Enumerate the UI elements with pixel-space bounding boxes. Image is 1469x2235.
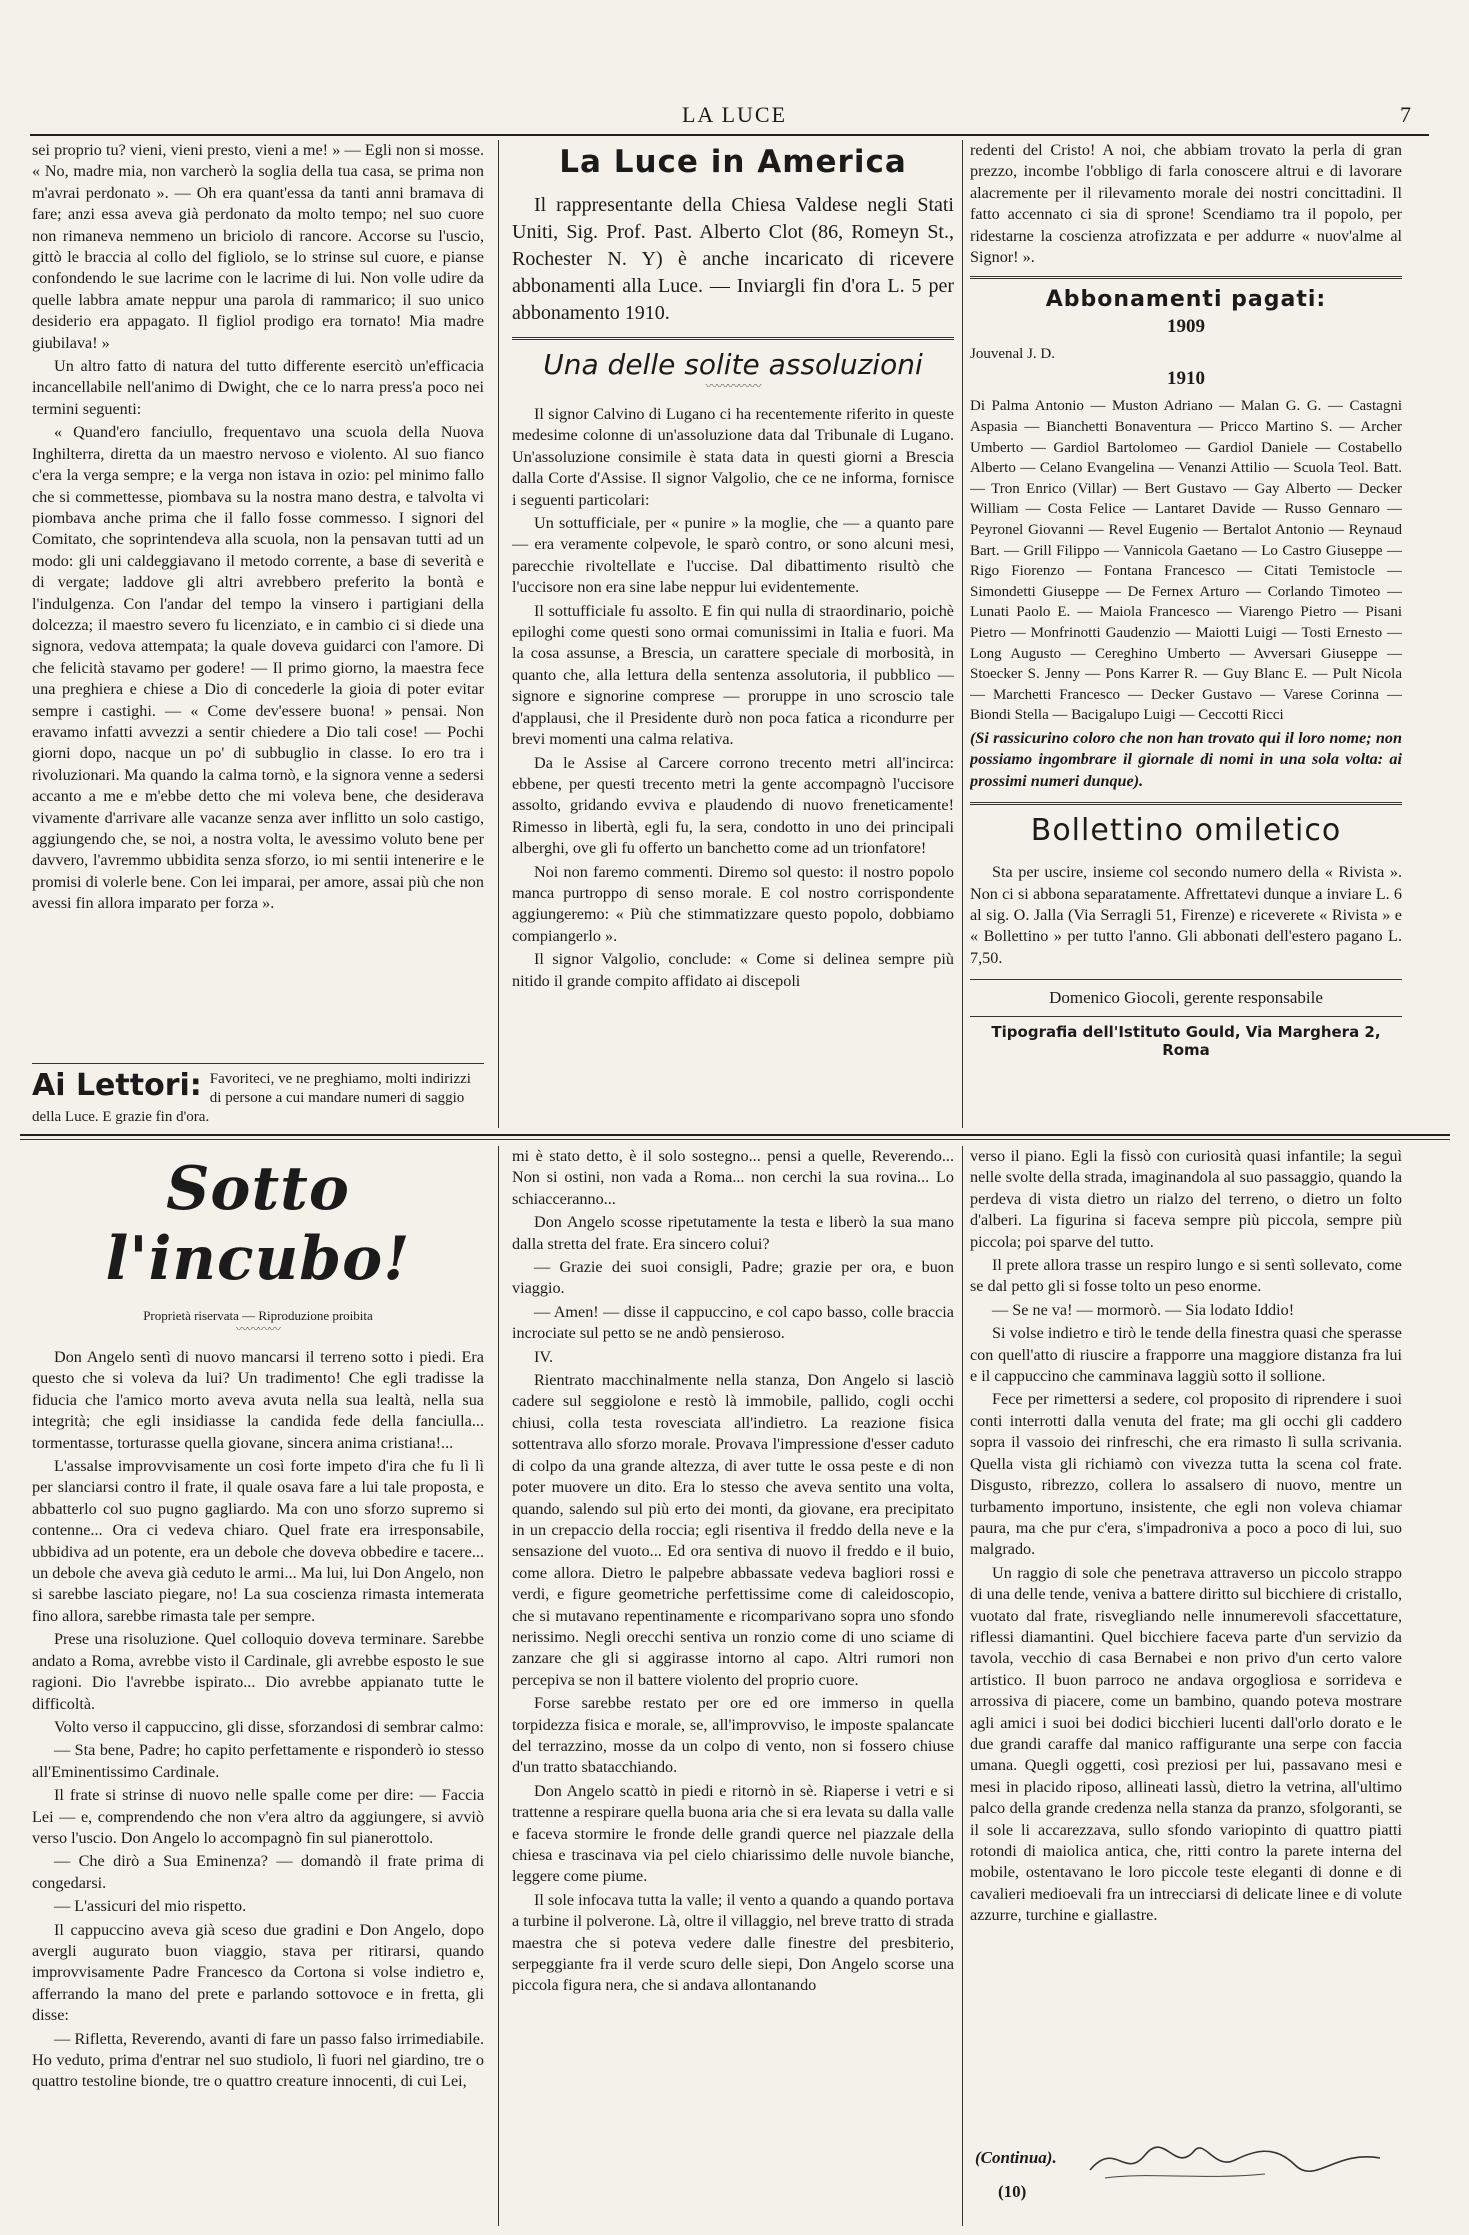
feuilleton-paragraph: — Sta bene, Padre; ho capito perfettamente e risponderò io stesso all'Eminentissimo Cardinale.	[32, 1741, 484, 1781]
feuilleton-paragraph: — Rifletta, Reverendo, avanti di fare un passo falso irrimediabile. Ho veduto, prima d'entrar nel suo studiolo, lì fuori nel giardino, tre o quattro testoline bionde, tre o quattro creature innocenti, di cui Lei,	[32, 2029, 484, 2091]
america-text: Il rappresentante della Chiesa Valdese negli Stati Uniti, Sig. Prof. Past. Alberto Clot (86, Romeyn St., Rochester N. Y) è anche incaricato di ricevere abbonamenti alla Luce. — Inviargli fin d'ora L. 5 per abbonamento 1910.	[512, 194, 954, 324]
feuilleton-paragraph: Forse sarebbe restato per ore ed ore immerso in quella torpidezza fisica e morale, se, all'improvviso, le imposte spalancate del terrazzino, mosse da un colpo di vento, non si fossero chiuse d'un tratto sbatacchiando.	[512, 1694, 954, 1777]
lettori-heading: Ai Lettori:	[32, 1070, 202, 1103]
feuilleton-paragraph: Il cappuccino aveva già sceso due gradini e Don Angelo, dopo avergli augurato buon viaggio, stava per ritirarsi, quando improvvisamente Padre Francesco da Cortona si volse indietro e, afferrando la mano del prete e parlando sottovoce e in fretta, gli disse:	[32, 1920, 484, 2025]
abbonamenti-heading: Abbonamenti pagati:	[1045, 287, 1327, 313]
feuilleton-paragraph: Il sole infocava tutta la valle; il vento a quando a quando portava a turbine il polverone. Là, oltre il villaggio, nel breve tratto di strada maestra che si poteva vedere dalle finestre del presbiterio, serpeggiante fra il verde scuro delle siepi, Don Angelo scorse una piccola figura nera, che si andava allontanando	[512, 1890, 954, 1995]
feuilleton-paragraph: Fece per rimettersi a sedere, col proposito di riprendere i suoi conti interrotti dalla venuta del frate; ma gli occhi gli caddero sopra il vassoio dei rinfreschi, che era rimasto lì sulla scrivania. Quella vista gli richiamò con vivezza tutta la scena col frate. Disgusto, ribrezzo, collera lo assalsero di nuovo, mentre un turbamento importuno, insistente, che egli non voleva chiamar paura, ma che pur c'era, s'impadroniva a poco a poco di lui, suo malgrado.	[970, 1390, 1402, 1559]
newspaper-title: LA LUCE	[681, 102, 788, 127]
squiggle-ornament: 〰〰〰〰〰	[705, 379, 761, 393]
bollettino-heading: Bollettino omiletico	[1030, 813, 1342, 849]
year-1909: 1909	[1167, 316, 1205, 338]
feuilleton-paragraph: — Grazie dei suoi consigli, Padre; grazie per ora, e buon viaggio.	[512, 1258, 954, 1298]
solite-paragraph: Il sottufficiale fu assolto. E fin qui nulla di straordinario, poichè epiloghi come questi sono ormai comunissimi in Italia e fuori. Ma la cosa assunse, a Brescia, un carattere speciale di morbosità, in quanto che, alla lettura della sentenza assolutoria, il pubblico — signore e signorine comprese — proruppe in uno scroscio tale d'applausi, che il Presidente durò non poca fatica a ricondurre per brevi momenti una calma relativa.	[512, 601, 954, 749]
lettori-top-rule	[32, 1063, 484, 1064]
feuilleton-paragraph: Un raggio di sole che penetrava attraverso un piccolo strappo di una delle tende, veniva a battere diritto sul bicchiere di cristallo, vuotato dal frate, risvegliando nelle innumerevoli sfaccettature, riflessi diamantini. Quel bicchiere faceva parte d'un servizio da tavola, vecchio di casa Bernabei e non privo d'un certo valore artistico. Il buon parroco ne andava orgogliosa e sorrideva e arrossiva di piacere, come un bambino, quando poteva mostrare agli amici i suoi bei dodici bicchieri lucenti dall'orlo dorato e le due grandi caraffe dal manico raffigurante una serpe con faccia umana. Quegli oggetti, così preziosi per lui, passavano mesi e mesi in placido riposo, allineati lassù, dietro la vetrina, all'ultimo palco della grande credenza nella stanza da pranzo, sfolgoranti, se il sole li accarezzava, sullo sfondo variopinto di quattro piatti rotondi di maiolica antica, che, ritti contro la parete interna del mobile, ostentavano le loro piccole teste eleganti di donne e di cavalieri medioevali fra un intrecciarsi di delicate linee e di volute azzurre, turchine e giallastre.	[970, 1563, 1402, 1925]
column-divider	[498, 1146, 499, 2226]
feuilleton-paragraph: — Amen! — disse il cappuccino, e col capo basso, colle braccia incrociate sul petto se ne andò pensieroso.	[512, 1302, 954, 1343]
feuilleton-top-rule	[20, 1134, 1450, 1136]
solite-paragraph: Il signor Calvino di Lugano ci ha recentemente riferito in queste medesime colonne di un'assoluzione data dal Tribunale di Lugano. Un'assoluzione consimile è stata data in questi giorni a Brescia dalla Corte d'Assise. Il signor Valgolio, che ce ne informa, fornisce i seguenti particolari:	[512, 405, 954, 509]
running-head	[0, 102, 1469, 132]
column-middle	[512, 140, 954, 1125]
feuilleton-top-rule-thin	[20, 1139, 1450, 1140]
feuilleton-paragraph: — L'assicuri del mio rispetto.	[54, 1897, 247, 1916]
solite-paragraph: Un sottufficiale, per « punire » la moglie, che — a quanto pare — era veramente colpevole, le sparò contro, or sono alcuni mesi, parecchie rivoltellate e l'uccise. Dal dibattimento risultò che l'uccisore non era sine labe neppur lui evidentemente.	[512, 514, 954, 597]
feuilleton-paragraph: Don Angelo scosse ripetutamente la testa e liberò la sua mano dalla stretta del frate. Era sincero colui?	[512, 1213, 954, 1253]
column-divider	[962, 1146, 963, 2226]
abbonamenti-note: (Si rassicurino coloro che non han trovato qui il loro nome; non possiamo ingombrare il giornale di nomi in una sola volta: ai prossimi numeri dunque).	[970, 728, 1402, 790]
feuilleton-paragraph: — Che dirò a Sua Eminenza? — domandò il frate prima di congedarsi.	[32, 1852, 484, 1892]
feuilleton-paragraph: Don Angelo scattò in piedi e ritornò in sè. Riaperse i vetri e si trattenne a respirare quella buona aria che si era levata su dalla valle e faceva stormire le fronde delle grandi querce nel piazzale della chiesa e trascinava via pel cielo chiarissimo delle nuvole bianche, leggere come piume.	[512, 1781, 954, 1886]
feuilleton-paragraph: Il prete allora trasse un respiro lungo e si sentì sollevato, come se dal petto gli si fosse tolto un peso enorme.	[970, 1256, 1402, 1296]
feuilleton-paragraph: Rientrato macchinalmente nella stanza, Don Angelo si lasciò cadere sul seggiolone e restò là immobile, pallido, cogli occhi chiusi, colla testa rovesciata all'indietro. La reazione fisica sottentrava allo sforzo morale. Provava l'impressione d'esser caduto di colpo da una grande altezza, di aver tutte le ossa peste e di non poter muovere un dito. Era lo stesso che aveva sentito una volta, quando, salendo sul più erto dei monti, da giovane, era precipitato in un crepaccio della roccia; egli risentiva il freddo della neve e la sensazione del vuoto... Ed ora sentiva di nuovo il freddo e il buio, come allora. Dietro le palpebre abbassate vedeva bagliori rossi e verdi, e figure geometriche perfettissime come di caleidoscopio, che si mutavano repentinamente e ricomparivano sopra uno sfondo nerissimo. Negli orecchi sentiva un ronzio come di uno sciame di zanzare che gli si aggirasse intorno al capo. Altri rumori non percepiva se non il battere violento del proprio cuore.	[512, 1371, 954, 1689]
bollettino-rule	[970, 802, 1402, 805]
solite-paragraph: Da le Assise al Carcere corrono trecento metri all'incirca: ebbene, per questi trecento metri la gente accompagnò l'uccisore assolto, gridando evviva e plaudendo di nuovo freneticamente! Rimesso in libertà, egli fu, la sera, condotto in uno dei principali alberghi, ove gli fu offerto un banchetto come ad un trionfatore!	[512, 753, 954, 858]
column-dwight-story	[32, 140, 484, 1065]
feuilleton-paragraph: mi è stato detto, è il solo sostegno... pensi a quelle, Reverendo... Non si ostini, non vada a Roma... non cerchi la sua rovina... Lo schiacceranno...	[512, 1147, 954, 1208]
dwight-paragraph: sei proprio tu? vieni, vieni presto, vieni a me! » — Egli non si mosse. « No, madre mia, non varcherò la soglia della tua casa, se prima non m'avrai perdonato ». — Oh era quant'essa da tanti anni bramava di fare; anzi essa aveva già perdonato da molto tempo; nel suo cuore non rimaneva nemmeno un briciolo di rancore. Accorse su l'uscio, gittò le braccia al collo del figliolo, se lo strinse sul cuore, e pianse confondendo le sue lacrime con le lacrime di lui. Non volle udire da quelle labbra amate neppur una parola di rammarico; il suo unico desiderio era appagato. Il figliol prodigo era tornato! Mia madre giubilava! »	[32, 141, 484, 352]
solite-paragraph: Il signor Valgolio, conclude: « Come si delinea sempre più nitido il grande compito affidato ai discepoli	[512, 950, 954, 990]
feuilleton-column-2	[512, 1146, 954, 2226]
dwight-paragraph: Un altro fatto di natura del tutto differente esercitò un'efficacia incancellabile nell'animo di Dwight, che ce lo narra press'a poco nei termini seguenti:	[32, 357, 484, 418]
feuilleton-paragraph: Volto verso il cappuccino, gli disse, sforzandosi di sembrar calmo:	[54, 1717, 484, 1736]
header-rule	[30, 134, 1429, 136]
gerente-line: Domenico Giocoli, gerente responsabile	[1049, 988, 1323, 1008]
installment-number: (10)	[998, 2182, 1027, 2201]
dwight-paragraph: « Quand'ero fanciullo, frequentavo una scuola della Nuova Inghilterra, diretta da un maestro nervoso e violento. Al suo fianco c'era la verga sempre; e la verga non istava in ozio: pel minimo fallo che si commettesse, piombava su la nostra mano destra, e talvolta vi piombava anche prima che il fallo fosse commesso. I signori del Comitato, che soprintendeva alla scuola, non la pensavan tutti ad un modo: gli uni caldeggiavano il metodo corrente, a base di severità e di vergate; laddove gli altri avrebbero preferito la bontà e l'indulgenza. Con l'andar del tempo la vinsero i partigiani della dolcezza; il maestro severo fu licenziato, e in cambio ci si diede una signora, vedova attempata; la quale doveva guidarci con l'amore. Di che felicità stavamo per godere! — Il primo giorno, la maestra fece una preghiera e chiese a Dio di concederle la gioia di poter evitar sempre i castighi. — « Come dev'essere buona! » pensai. Non eravamo infatti avvezzi a sentir chiedere a Dio tali cose! — Pochi giorni dopo, nacque un po' di subbuglio in classe. Io ero tra i rivoluzionari. Ma quando la calma tornò, e la signora venne a sedersi accanto a me e m'ebbe detto che mi voleva bene, che desiderava vivamente d'arrivare alle vacanze senza aver inflitto un solo castigo, aggiungendo che, se noi, a nostra volta, le avessimo voluto bene per davvero, l'avremmo ubbidita senza sforzo, io mi sentii intenerire e le promisi di volerle bene. Con lei imparai, per amore, assai più che non avessi fin allora imparato per forza ».	[32, 423, 484, 913]
handwritten-signature-icon	[1085, 2130, 1385, 2190]
rights-notice: Proprietà riservata — Riproduzione proibita	[143, 1308, 373, 1323]
solite-paragraph: Noi non faremo commenti. Diremo sol questo: il nostro popolo manca purtroppo di senso morale. E col nostro corrispondente aggiungeremo: « Più che stimmatizzare questo popolo, dobbiamo compiangerlo ».	[512, 862, 954, 945]
feuilleton-column-3	[970, 1146, 1402, 2146]
america-heading: La Luce in America	[559, 144, 907, 180]
gerente-rule	[970, 979, 1402, 980]
feuilleton-paragraph: Il frate si strinse di nuovo nelle spalle come per dire: — Faccia Lei — e, comprendendo che non v'era altro da aggiungere, si avviò verso l'uscio. Don Angelo lo accompagnò fin sul pianerottolo.	[32, 1786, 484, 1847]
feuilleton-paragraph: verso il piano. Egli la fissò con curiosità quasi infantile; la seguì nelle svolte della strada, imaginandola al suo passaggio, quando la perdeva di vista dietro un rialzo del terreno, o dietro un folto d'alberi. La figurina si faceva sempre più piccola, sempre più piccola; poi sparve del tutto.	[970, 1147, 1402, 1251]
lettori-text: Favoriteci, ve ne preghiamo, molti indirizzi di persone a cui mandare numeri di saggio della Luce. E grazie fin d'ora.	[32, 1071, 471, 1125]
tipografia-rule	[970, 1016, 1402, 1017]
col3-top-text: redenti del Cristo! A noi, che abbiam trovato la perla di gran prezzo, incombe l'obbligo di farla conoscere altrui e di lavorare alacremente per il rilevamento morale dei nostri concittadini. Il fatto accennato ci sia di sprone! Scendiamo tra il popolo, per ridestarne la coscienza atrofizzata e per addurre « nuov'alme al Signor! ».	[970, 141, 1402, 267]
column-divider	[962, 140, 963, 1128]
tipografia-line: Tipografia dell'Istituto Gould, Via Marghera 2, Roma	[991, 1023, 1381, 1060]
feuilleton-paragraph: Prese una risoluzione. Quel colloquio doveva terminare. Sarebbe andato a Roma, avrebbe visto il Cardinale, gli avrebbe esposto le sue ragioni. Dio l'avrebbe ispirato... Dio avrebbe appianato tutte le difficoltà.	[32, 1630, 484, 1713]
america-rule	[512, 337, 954, 340]
bollettino-text: Sta per uscire, insieme col secondo numero della « Rivista ». Non ci si abbona separatamente. Affrettatevi dunque a inviare L. 6 al sig. O. Jalla (Via Serragli 51, Firenze) e riceverete « Rivista » e « Bollettino » per tutto l'anno. Gli abbonati dell'estero pagano L. 7,50.	[970, 863, 1402, 967]
section-numeral: IV.	[534, 1347, 554, 1366]
feuilleton-title: Sotto l'incubo!	[105, 1154, 411, 1294]
feuilleton-column-1	[32, 1146, 484, 2226]
year-1910: 1910	[1167, 368, 1205, 390]
continua-label: (Continua).	[975, 2148, 1057, 2167]
column-divider	[498, 140, 499, 1128]
feuilleton-paragraph: Si volse indietro e tirò le tende della finestra quasi che sperasse con quell'atto di riuscire a frapporre una maggiore distanza fra lui e il cappuccino che camminava laggiù sotto il sollione.	[970, 1324, 1402, 1386]
feuilleton-paragraph: Don Angelo sentì di nuovo mancarsi il terreno sotto i piedi. Era questo che si voleva da lui? Un tradimento! Che egli tradisse la fiducia che l'amico morto aveva avuta nella sua lealtà, nella sua integrità; che egli insidiasse la candida fede della fanciulla... tormentasse, torturasse quella giovane, sincera anima cristiana!...	[32, 1348, 484, 1452]
lettori-notice	[32, 1070, 484, 1125]
page-number: 7	[1400, 102, 1411, 127]
solite-heading: Una delle solite assoluzioni	[543, 348, 923, 381]
names-1909: Jouvenal J. D.	[970, 346, 1055, 363]
column-right	[970, 140, 1402, 1125]
abbonamenti-rule	[970, 276, 1402, 279]
squiggle-ornament: 〰〰〰〰	[235, 1322, 280, 1336]
feuilleton-paragraph: — Se ne va! — mormorò. — Sia lodato Iddio!	[992, 1300, 1295, 1319]
feuilleton-paragraph: L'assalse improvvisamente un così forte impeto d'ira che fu lì lì per slanciarsi contro il frate, il quale osava fare a lui tale proposta, e abbatterlo col suo pugno gagliardo. Ma con uno sforzo supremo si contenne... Ora ci vedeva chiaro. Quel frate era irresponsabile, ubbidiva ad un potente, era un debole che doveva obbedire e tacere... un debole che aveva già ceduto le armi... Ma lui, lui Don Angelo, non si sarebbe lasciato piegare, no! La sua coscienza rimasta intemerata fino allora, sarebbe rimasta tale per sempre.	[32, 1457, 484, 1625]
names-1910: Di Palma Antonio — Muston Adriano — Malan G. G. — Castagni Aspasia — Bianchetti Bonaventura — Pricco Martino S. — Archer Umberto — Gardiol Bartolomeo — Gardiol Daniele — Costabello Alberto — Celano Evangelina — Venanzi Attilio — Scuola Teol. Batt. — Tron Enrico (Villar) — Bert Gustavo — Gay Alberto — Decker William — Costa Felice — Lantaret Davide — Russo Gennaro — Peyronel Giovanni — Revel Eugenio — Bertalot Antonio — Reynaud Bart. — Grill Filippo — Vannicola Gaetano — Lo Castro Giuseppe — Rigo Fiorenzo — Fontana Francesco — Citati Temistocle — Simondetti Giuseppe — De Fernex Arturo — Corlando Timoteo — Lunati Paolo E. — Maiola Francesco — Viarengo Pietro — Pisani Pietro — Monfrinotti Gaudenzio — Maiotti Luigi — Tosti Ernesto — Long Augusto — Cereghino Umberto — Avversari Giuseppe — Stoecker S. Jenny — Pons Karrer R. — Guy Blanc E. — Pult Nicola — Marchetti Francesco — Decker Gustavo — Varese Corinna — Biondi Stella — Bacigalupo Luigi — Ceccotti Ricci	[970, 398, 1402, 724]
